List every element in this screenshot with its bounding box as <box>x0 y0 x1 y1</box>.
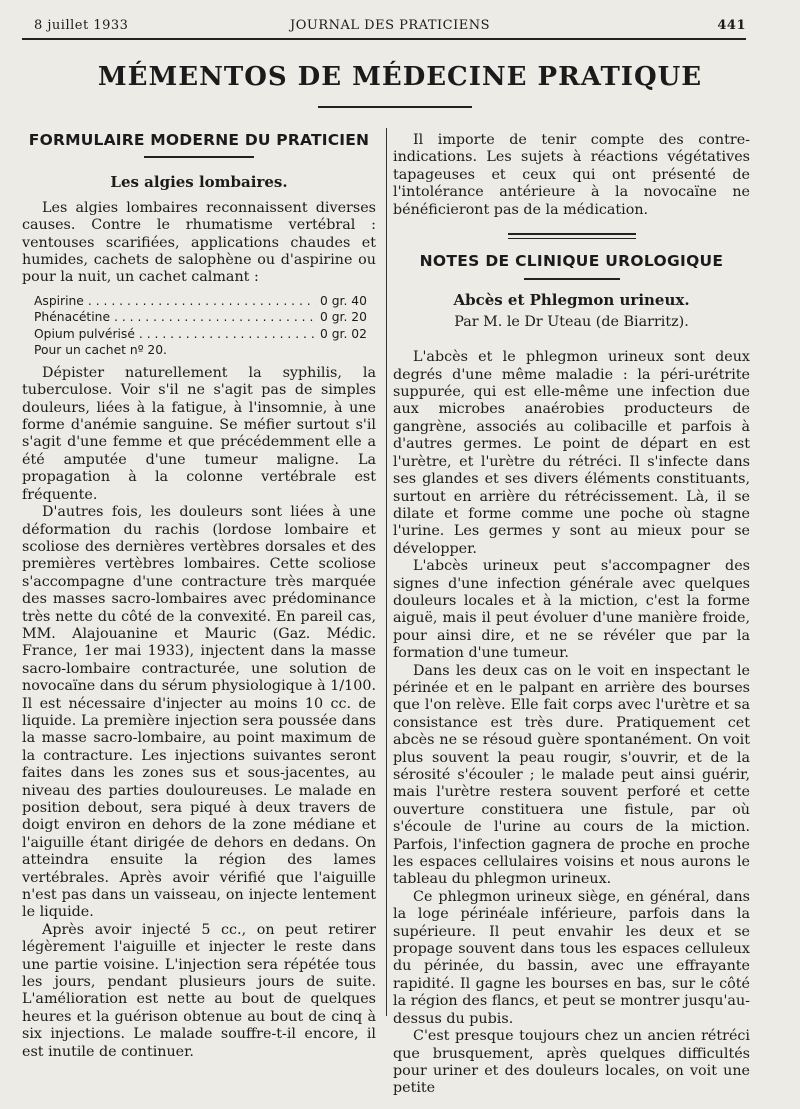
drug-dose: 0 gr. 40 <box>320 293 367 308</box>
left-column <box>22 132 376 1061</box>
paragraph: Ce phlegmon urineux siège, en général, dans la loge périnéale inférieure, parfois dans la supérieure. Il peut envahir les deux et se propage souvent dans tous les espaces celluleux du périnée, du bassin, avec une effrayante rapidité. Il gagne les bourses en bas, sur le côté la région des flancs, et peut se montrer jusqu'au-dessus du pubis. <box>393 888 750 1027</box>
paragraph: Après avoir injecté 5 cc., on peut retirer légèrement l'aiguille et injecter le reste dans une partie voisine. L'injection sera répétée tous les jours, pendant plusieurs jours de suite. L'amélioration est nette au bout de quelques heures et la guérison obtenue au bout de cinq à six injections. Le malade souffre-t-il encore, il est inutile de continuer. <box>22 921 376 1060</box>
issue-date: 8 juillet 1933 <box>34 18 129 33</box>
paragraph: D'autres fois, les douleurs sont liées à une déformation du rachis (lordose lombaire et scoliose des dernières vertèbres dorsales et des premières vertèbres lombaires. Cette scoliose s'accompagne d'une contracture très marquée des masses sacro-lombaires avec prédominance très nette du côté de la convexité. En pareil cas, MM. Alajouanine et Mauric (Gaz. Médic. France, 1er mai 1933), injectent dans la masse sacro-lombaire contracturée, une solution de novocaïne dans du sérum physiologique à 1/100. Il est nécessaire d'injecter au moins 10 cc. de liquide. La première injection sera poussée dans la masse sacro-lombaire, au point maximum de la contracture. Les injections suivantes seront faites dans les zones sus et sous-jacentes, au niveau des parties douloureuses. Le malade en position debout, sera piqué à deux travers de doigt environ en dehors de la zone médiane et l'aiguille étant dirigée de dehors en dedans. On atteindra ensuite la région des lames vertébrales. Après avoir vérifié que l'aiguille n'est pas dans un vaisseau, on injecte lentement le liquide. <box>22 504 376 921</box>
page-title: MÉMENTOS DE MÉDECINE PRATIQUE <box>97 62 703 92</box>
paragraph: C'est presque toujours chez un ancien rétréci que brusquement, après quelques difficultés pour uriner et des douleurs locales, on voit une petite <box>393 1028 750 1097</box>
prescription-row <box>34 326 376 343</box>
paragraph: L'abcès et le phlegmon urineux sont deux degrés d'une même maladie : la péri-urétrite suppurée, qui est elle-même une infection due aux microbes anaérobies producteurs de gangrène, associés au colibacille et parfois à d'autres germes. Le point de départ en est l'urètre, et l'urètre du rétréci. Il s'infecte dans ses glandes et ses divers éléments constituants, surtout en arrière du rétrécissement. Là, il se dilate et forme comme une poche où stagne l'urine. Les germes y sont au mieux pour se développer. <box>393 349 750 557</box>
prescription-footer: Pour un cachet nº 20. <box>34 343 167 358</box>
title-rule <box>318 106 472 108</box>
article-subtitle: Abcès et Phlegmon urineux. <box>453 291 690 310</box>
article-subtitle: Les algies lombaires. <box>110 173 288 192</box>
drug-dose: 0 gr. 02 <box>320 326 367 341</box>
right-column <box>393 132 750 1098</box>
leader-dots <box>139 326 316 343</box>
drug-name: Phénacétine <box>34 310 111 325</box>
section-title-formulaire: FORMULAIRE MODERNE DU PRATICIEN <box>28 131 370 149</box>
prescription-row <box>34 293 376 310</box>
drug-name: Aspirine <box>34 293 84 308</box>
leader-dots <box>114 309 316 326</box>
prescription-list <box>34 293 376 359</box>
paragraph: Dépister naturellement la syphilis, la tuberculose. Voir s'il ne s'agit pas de simples douleurs, liées à la fatigue, à l'insomnie, à une forme d'anémie sanguine. Se méfier surtout s'il s'agit d'une femme et que précédemment elle a été amputée d'une tumeur maligne. La propagation à la colonne vertébrale est fréquente. <box>22 364 376 503</box>
header-rule <box>22 38 746 40</box>
section-rule <box>144 156 254 158</box>
running-header <box>34 18 746 34</box>
double-rule <box>508 233 636 239</box>
page-number: 441 <box>717 18 746 33</box>
section-rule <box>524 278 620 280</box>
drug-name: Opium pulvérisé <box>34 326 135 341</box>
author-byline: Par M. le Dr Uteau (de Biarritz). <box>454 313 689 330</box>
paragraph: Dans les deux cas on le voit en inspectant le périnée et en le palpant en arrière des bourses que l'on relève. Elle fait corps avec l'urètre et sa consistance est très dure. Pratiquement cet abcès ne se résoud guère spontanément. On voit plus souvent la peau rougir, s'ouvrir, et de la sérosité s'écouler ; le malade peut ainsi guérir, mais l'urètre restera souvent perforé et cette ouverture constituera une fistule, par où s'écoule de l'urine au cours de la miction. Parfois, l'infection gagnera de proche en proche les espaces cellulaires voisins et nous aurons le tableau du phlegmon urineux. <box>393 662 750 888</box>
leader-dots <box>88 293 316 310</box>
prescription-row <box>34 309 376 326</box>
column-divider <box>386 128 387 1016</box>
paragraph: Les algies lombaires reconnaissent diverses causes. Contre le rhumatisme vertébral : ventouses scarifiées, applications chaudes et humides, cachets de salophène ou d'aspirine ou pour la nuit, un cachet calmant : <box>22 199 376 286</box>
paragraph: L'abcès urineux peut s'accompagner des signes d'une infection générale avec quelques douleurs locales et à la miction, c'est la forme aiguë, mais il peut évoluer d'une manière froide, pour ainsi dire, et ne se révéler que par la formation d'une tumeur. <box>393 558 750 662</box>
drug-dose: 0 gr. 20 <box>320 310 367 325</box>
paragraph: Il importe de tenir compte des contre-indications. Les sujets à réactions végétatives tapageuses et ceux qui ont présenté de l'intolérance antérieure à la novocaïne ne bénéficieront pas de la médication. <box>393 132 750 218</box>
section-title-urologie: NOTES DE CLINIQUE UROLOGIQUE <box>419 252 724 271</box>
journal-name: JOURNAL DES PRATICIENS <box>290 18 490 33</box>
